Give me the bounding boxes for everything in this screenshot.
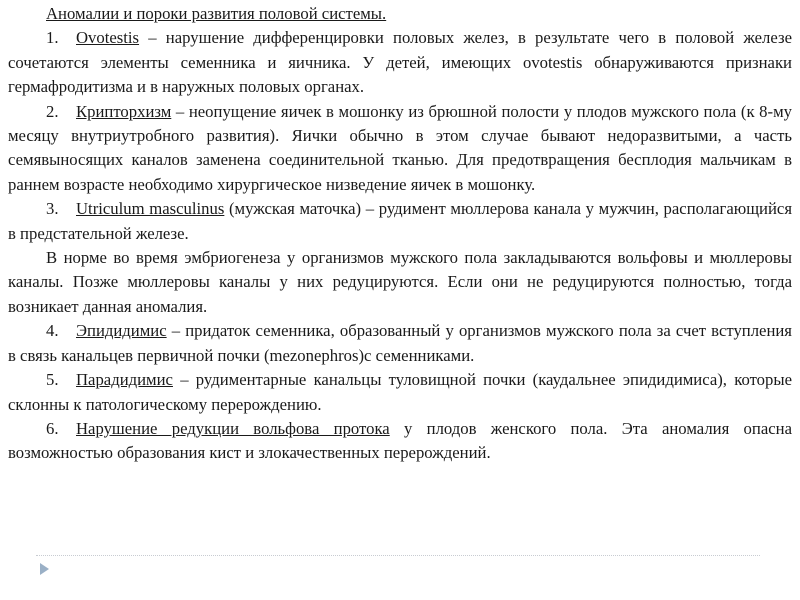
slide-body	[8, 2, 792, 466]
paragraph	[8, 246, 792, 319]
item-term: Парадидимис	[76, 370, 173, 390]
item-text: – рудиментарные канальцы туловищной почки (каудальнее эпидидимиса), которые склонны к патологическому перерождению.	[8, 370, 792, 414]
item-term: Ovotestis	[76, 28, 140, 48]
item-text: у плодов женского пола. Эта аномалия опасна возможностью образования кист и злокачественных перерождений.	[8, 418, 792, 463]
title-text: Аномалии и пороки развития половой системы.	[46, 4, 387, 23]
item-number: 2.	[46, 101, 59, 121]
list-item	[8, 26, 792, 99]
list-item	[8, 319, 792, 368]
list-item	[8, 100, 792, 198]
item-text: – нарушение дифференцировки половых желез, в результате чего в половой железе сочетаются элементы семенника и яичника. У детей, имеющих ovotestis обнаруживаются признаки гермафродитизма и в наружных половых органах.	[8, 28, 792, 97]
item-term: Utriculum masculinus	[76, 199, 225, 219]
item-number: 4.	[46, 321, 59, 341]
item-number: 5.	[46, 370, 59, 390]
triangle-bullet-icon	[40, 563, 49, 575]
item-term: Эпидидимис	[76, 321, 167, 341]
item-number: 3.	[46, 199, 59, 219]
list-item	[8, 368, 792, 417]
item-number: 6.	[46, 418, 59, 438]
item-number: 1.	[46, 28, 59, 48]
footer-divider	[36, 555, 760, 556]
item-text: – придаток семенника, образованный у организмов мужского пола за счет вступления в связь канальцев первичной почки (mezonephros)с семенниками.	[8, 321, 792, 365]
item-term: Крипторхизм	[76, 101, 172, 121]
list-item	[8, 197, 792, 246]
list-item	[8, 417, 792, 466]
item-term: Нарушение редукции вольфова протока	[76, 418, 390, 438]
item-text: – неопущение яичек в мошонку из брюшной полости у плодов мужского пола (к 8-му месяцу внутриутробного развития). Яички обычно в этом случае бывают недоразвитыми, а часть семявыносящих каналов заменена соединительной тканью. Для предотвращения бесплодия мальчикам в раннем возрасте необходимо хирургическое низведение яичек в мошонку.	[8, 101, 792, 194]
slide-title	[8, 2, 792, 26]
item-text: (мужская маточка) – рудимент мюллерова канала у мужчин, располагающийся в предстательной железе.	[8, 199, 792, 243]
paragraph-text: В норме во время эмбриогенеза у организмов мужского пола закладываются вольфовы и мюллеровы каналы. Позже мюллеровы каналы у них редуцируются. Если они не редуцируются полностью, тогда возникает данная аномалия.	[8, 248, 792, 316]
